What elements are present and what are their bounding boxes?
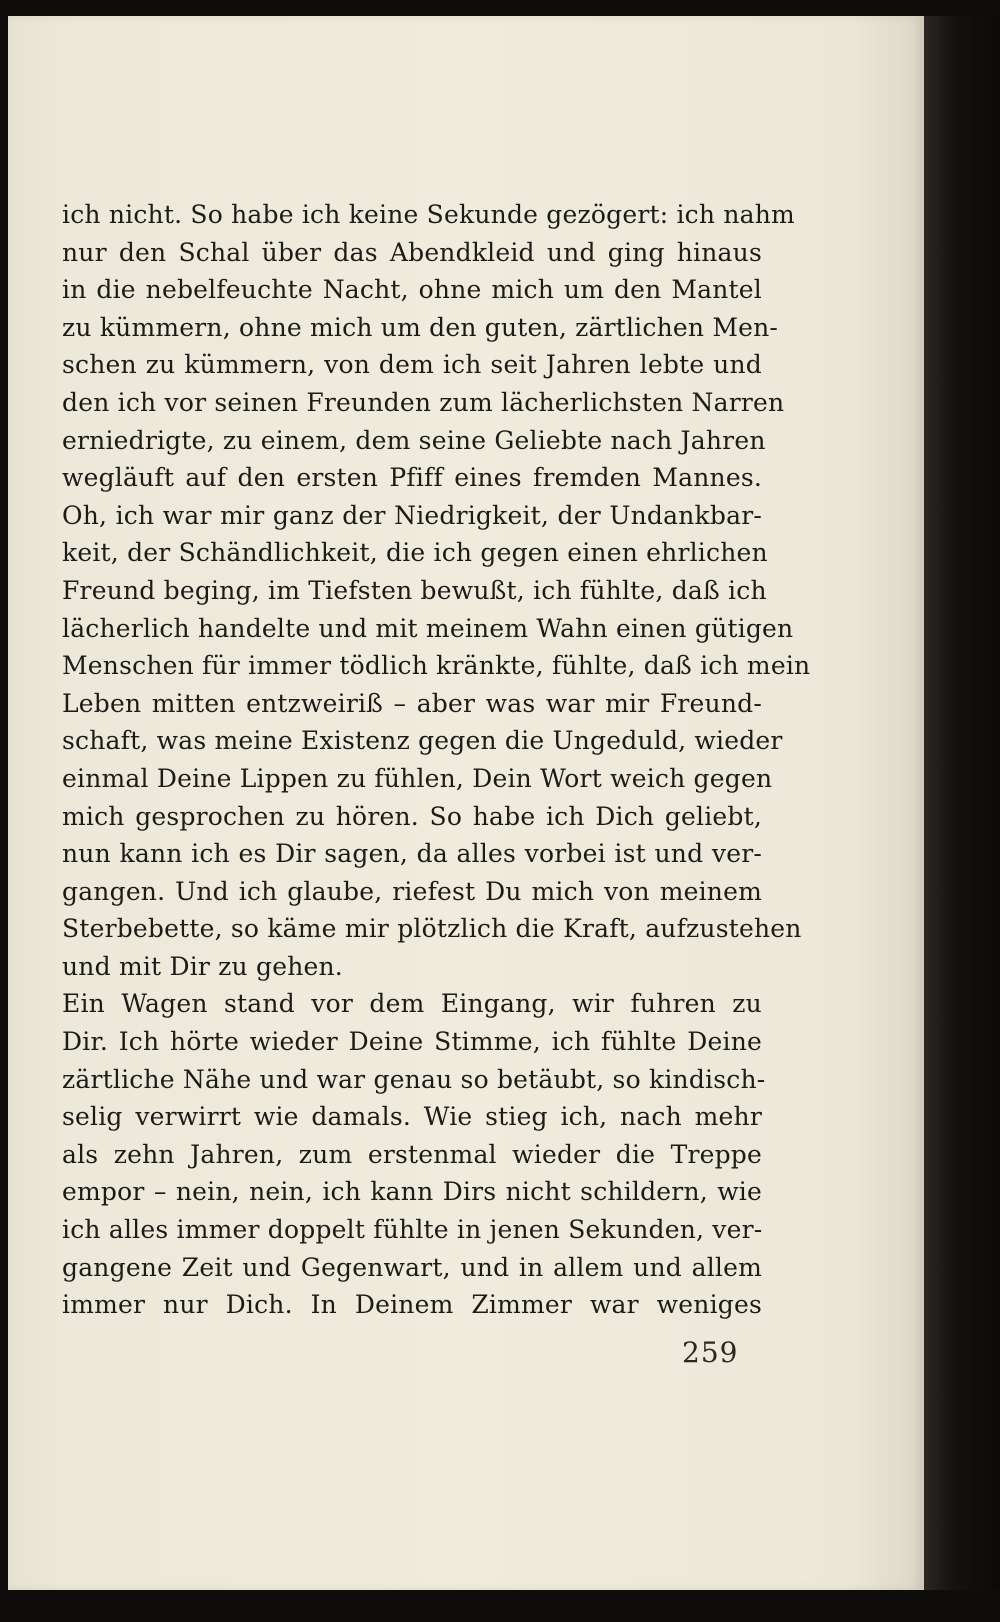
text-line: schen zu kümmern, von dem ich seit Jahren lebte und bbox=[62, 350, 762, 380]
text-line: erniedrigte, zu einem, dem seine Geliebte nach Jahren bbox=[62, 425, 766, 455]
text-line: Dir. Ich hörte wieder Deine Stimme, ich fühlte Deine bbox=[62, 1027, 762, 1057]
text-line: Menschen für immer tödlich kränkte, fühlte, daß ich mein bbox=[62, 651, 811, 681]
text-line: nur den Schal über das Abendkleid und ging hinaus bbox=[62, 237, 762, 267]
text-line: selig verwirrt wie damals. Wie stieg ich, nach mehr bbox=[62, 1102, 762, 1132]
page-edge-shadow bbox=[924, 16, 1000, 1590]
text-line: gangen. Und ich glaube, riefest Du mich von meinem bbox=[62, 876, 762, 906]
text-line: empor – nein, nein, ich kann Dirs nicht schildern, wie bbox=[62, 1177, 762, 1207]
text-line: Leben mitten entzweiriß – aber was war mir Freund- bbox=[62, 688, 762, 718]
page-number: 259 bbox=[682, 1336, 739, 1369]
text-line: wegläuft auf den ersten Pfiff eines fremden Mannes. bbox=[62, 463, 762, 493]
paragraph-end-line: und mit Dir zu gehen. bbox=[62, 951, 343, 981]
body-text bbox=[62, 196, 811, 1324]
text-line: gangene Zeit und Gegenwart, und in allem und allem bbox=[62, 1252, 762, 1282]
text-line: Freund beging, im Tiefsten bewußt, ich fühlte, daß ich bbox=[62, 575, 767, 605]
text-line: zärtliche Nähe und war genau so betäubt, so kindisch- bbox=[62, 1064, 766, 1094]
text-line: Oh, ich war mir ganz der Niedrigkeit, der Undankbar- bbox=[62, 500, 762, 530]
text-line: keit, der Schändlichkeit, die ich gegen einen ehrlichen bbox=[62, 538, 768, 568]
text-line: schaft, was meine Existenz gegen die Ungeduld, wieder bbox=[62, 726, 783, 756]
text-line: ich alles immer doppelt fühlte in jenen Sekunden, ver- bbox=[62, 1215, 763, 1245]
text-line: zu kümmern, ohne mich um den guten, zärtlichen Men- bbox=[62, 312, 779, 342]
text-line: einmal Deine Lippen zu fühlen, Dein Wort weich gegen bbox=[62, 763, 773, 793]
text-line: als zehn Jahren, zum erstenmal wieder die Treppe bbox=[62, 1139, 762, 1169]
text-line: ich nicht. So habe ich keine Sekunde gezögert: ich nahm bbox=[62, 200, 795, 229]
text-line: nun kann ich es Dir sagen, da alles vorbei ist und ver- bbox=[62, 839, 762, 869]
text-line: den ich vor seinen Freunden zum lächerlichsten Narren bbox=[62, 387, 785, 417]
text-line: mich gesprochen zu hören. So habe ich Dich geliebt, bbox=[62, 801, 762, 831]
text-line: immer nur Dich. In Deinem Zimmer war weniges bbox=[62, 1290, 762, 1320]
text-line: lächerlich handelte und mit meinem Wahn einen gütigen bbox=[62, 613, 794, 643]
text-line: in die nebelfeuchte Nacht, ohne mich um den Mantel bbox=[62, 275, 762, 305]
text-line: Ein Wagen stand vor dem Eingang, wir fuhren zu bbox=[62, 989, 762, 1019]
text-line: Sterbebette, so käme mir plötzlich die Kraft, aufzustehen bbox=[62, 914, 802, 944]
